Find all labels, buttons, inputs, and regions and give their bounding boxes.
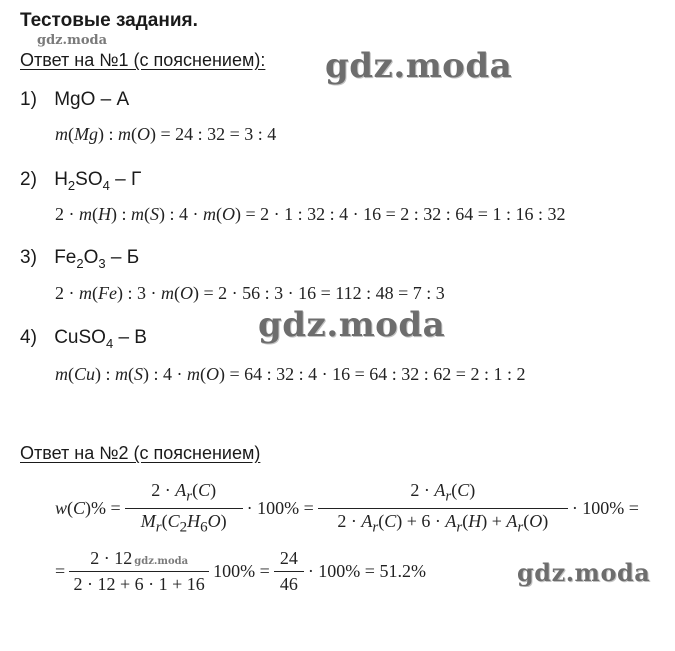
item-number: 3) [20,247,37,268]
answer-item-3 [20,247,139,271]
watermark-top: gdz.moda [325,46,513,86]
page-title: Тестовые задания. [20,10,198,31]
watermark-bottom: gdz.moda [517,558,651,587]
eq-sign: = [55,561,66,581]
watermark-middle: gdz.moda [258,305,446,345]
equation-2: 2 · m(H) : m(S) : 4 · m(O) = 2 · 1 : 32 : 4 · 16 = 2 : 32 : 64 = 1 : 16 : 32 [55,204,566,224]
fraction-4: $\frac{24}{46}$ [274,548,304,595]
item-formula: MgO – А [54,89,130,110]
watermark-small: gdz.moda [37,33,108,48]
section2-heading: Ответ на №2 (с пояснением) [20,443,261,463]
equation-4: m(Cu) : m(S) : 4 · m(O) = 64 : 32 : 4 · 16 = 64 : 32 : 62 = 2 : 1 : 2 [55,364,526,384]
fraction-1: $\frac{2 \cdot A_r(C)}{M_r(C_2H_6O)}$ [125,480,243,536]
equation-w-line2 [55,548,426,595]
fraction-2: $\frac{2 \cdot A_r(C)}{2 \cdot A_r(C) + 6 \cdot A_r(H) + A_r(O)}$ [318,480,568,536]
item-formula: CuSO$_4$ – В [54,327,147,351]
mid-op: · 100% = [246,497,314,518]
item-number: 1) [20,89,37,110]
result: · 100% = 51.2% [307,561,426,581]
watermark-inline: gdz.moda [134,556,189,567]
item-formula: $H_2SO_4$ – Г [54,169,142,193]
item-number: 4) [20,327,37,348]
w-lhs: w(C)% = [55,497,121,518]
answer-item-1 [20,89,129,111]
mid-op: 100% = [213,561,270,581]
equation-w-line1 [55,480,639,536]
fraction-3: $\frac{\text{2 · 12 gdz.moda}}{2 \cdot 12 + 6 \cdot 1 + 16}$ [69,548,209,595]
end-op: · 100% = [571,497,639,518]
section1-heading: Ответ на №1 (с пояснением): [20,50,266,70]
answer-item-2 [20,169,141,193]
item-number: 2) [20,169,37,190]
answer-item-4 [20,327,147,351]
item-formula: $Fe_2O_3$ – Б [54,247,140,271]
equation-1: m(Mg) : m(O) = 24 : 32 = 3 : 4 [55,124,277,144]
equation-3: 2 · m(Fe) : 3 · m(O) = 2 · 56 : 3 · 16 = 112 : 48 = 7 : 3 [55,283,445,303]
